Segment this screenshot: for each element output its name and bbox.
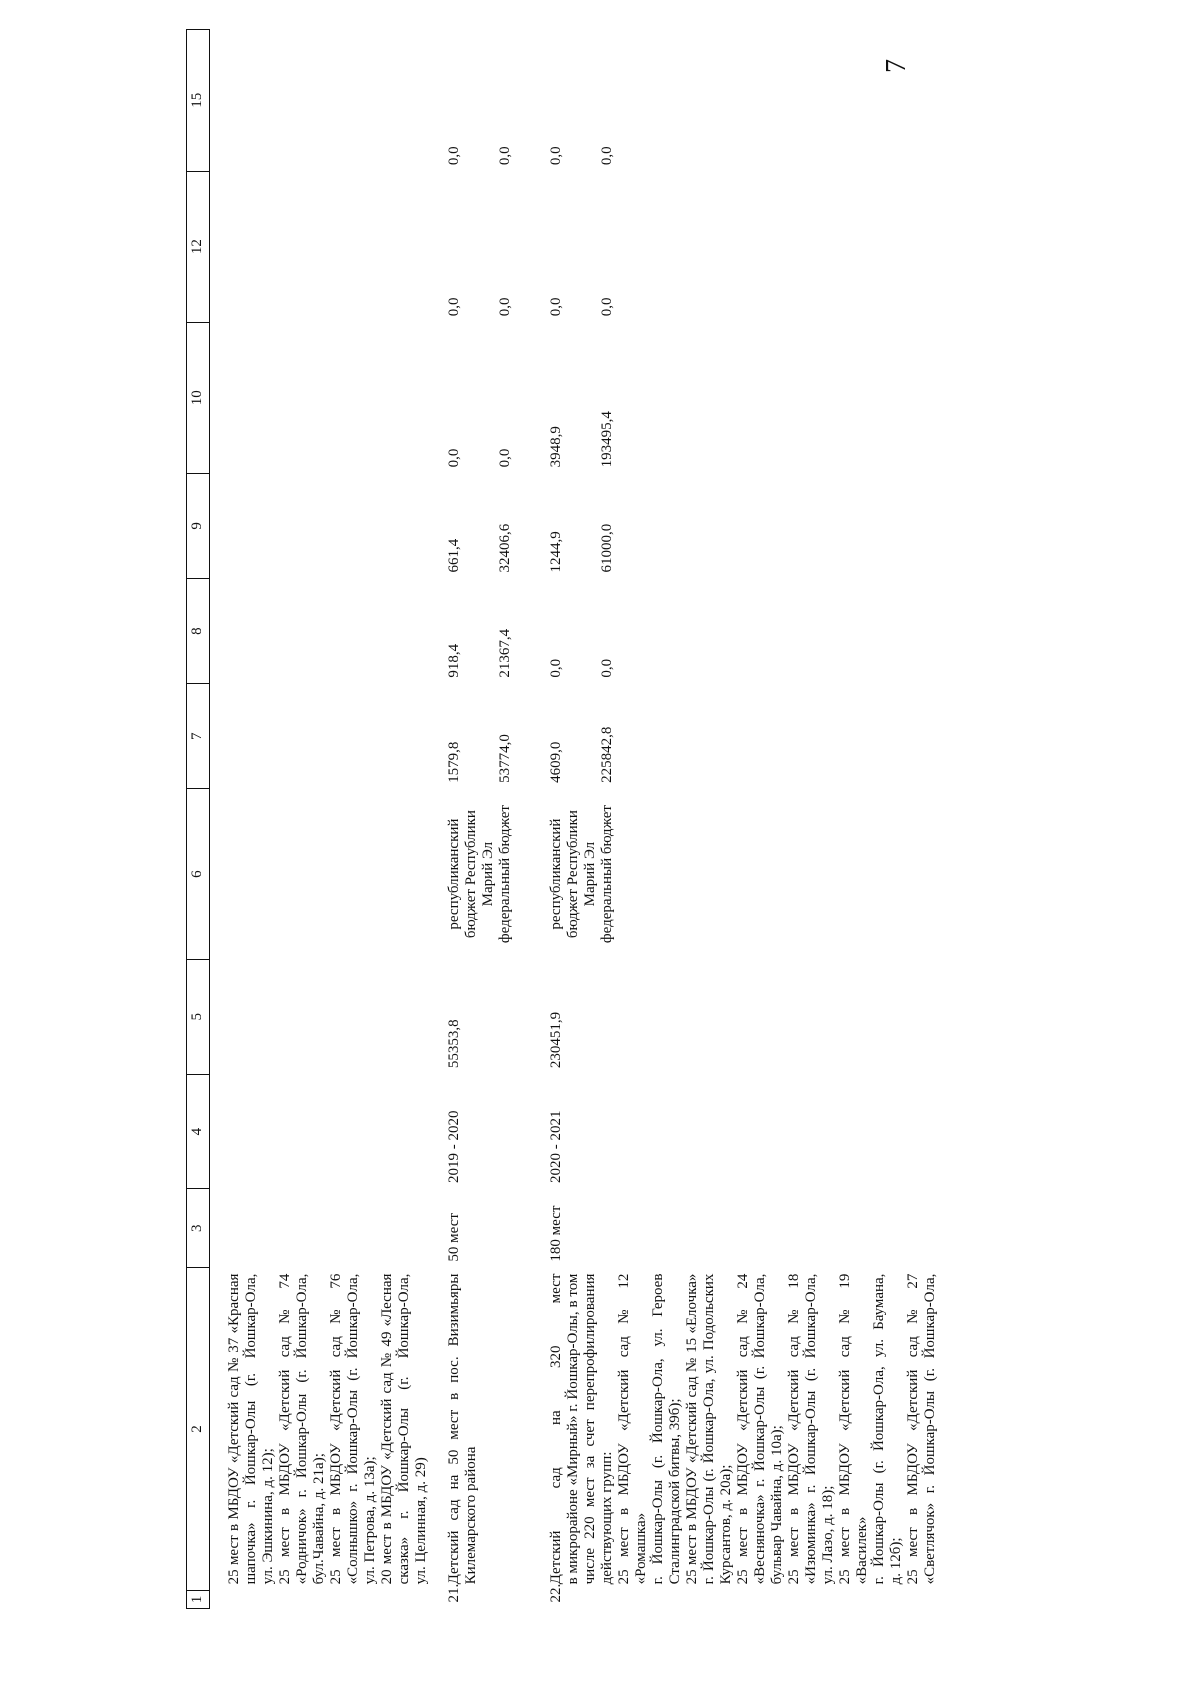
period: 2019 - 2020 <box>446 1110 462 1183</box>
header-col-3: 3 <box>187 1189 210 1268</box>
value: 0,0 <box>599 297 615 317</box>
text-line: г. Йошкар-Олы (г. Йошкар-Ола, ул. Баумана, <box>871 1273 887 1585</box>
text-line: в микрорайоне «Мирный» г. Йошкар-Олы, в том <box>565 1273 581 1585</box>
value-col-12 <box>446 171 548 322</box>
value: 3948,9 <box>548 426 564 468</box>
value-col-9 <box>548 473 939 578</box>
text-line: ул. Лазо, д. 18); <box>820 1485 836 1585</box>
text-line: 25 мест в МБДОУ «Детский сад № 37 «Красная <box>226 1273 242 1585</box>
value: 0,0 <box>548 297 564 317</box>
value: 21367,4 <box>497 628 513 678</box>
header-col-5: 5 <box>187 959 210 1074</box>
row-number: 21. <box>446 1583 462 1603</box>
text-line: действующих групп: <box>599 1451 615 1585</box>
value-col-10 <box>446 322 548 473</box>
value: 0,0 <box>497 297 513 317</box>
table-header-row <box>187 30 210 1609</box>
text-line: д. 12б); <box>888 1537 904 1585</box>
value: 0,0 <box>446 297 462 317</box>
value: 193495,4 <box>599 411 615 468</box>
value: 225842,8 <box>599 726 615 783</box>
text-line: «Изюминка» г. Йошкар-Олы (г. Йошкар-Ола, <box>803 1273 819 1585</box>
value: 4609,0 <box>548 741 564 783</box>
header-col-1: 1 <box>187 1590 210 1608</box>
value: 1579,8 <box>446 741 462 783</box>
value-col-15 <box>446 30 548 172</box>
value-col-7 <box>548 684 939 789</box>
value: 0,0 <box>446 448 462 468</box>
header-col-12: 12 <box>187 171 210 322</box>
value: 0,0 <box>548 658 564 678</box>
value: 0,0 <box>446 146 462 166</box>
value: 0,0 <box>548 146 564 166</box>
text-line: 25 мест в МБДОУ «Детский сад № 76 <box>328 1273 344 1585</box>
value: 918,4 <box>446 643 462 678</box>
text-line: ул. Целинная, д. 29) <box>413 1457 429 1585</box>
text-line: «Родничок» г. Йошкар-Олы (г. Йошкар-Ола, <box>294 1273 310 1585</box>
text-line: Сталинградской битвы, 39б); <box>667 1398 683 1585</box>
text-line: 25 мест в МБДОУ «Детский сад № 18 <box>786 1273 802 1585</box>
source-name: республиканский бюджет Республики Марий Эл <box>446 810 496 939</box>
header-col-8: 8 <box>187 579 210 684</box>
capacity: 50 мест <box>446 1213 462 1262</box>
text-line: 25 мест в МБДОУ «Детский сад № 15 «Елочка» <box>684 1273 700 1585</box>
value: 1244,9 <box>548 531 564 573</box>
value: 61000,0 <box>599 523 615 573</box>
value: 0,0 <box>599 658 615 678</box>
text-line: сказка» г. Йошкар-Олы (г. Йошкар-Ола, <box>396 1273 412 1585</box>
spacer-row <box>430 30 446 1609</box>
text-line: ул. Эшкинина, д. 12); <box>260 1448 276 1585</box>
continuation-text <box>226 1268 430 1591</box>
header-col-10: 10 <box>187 322 210 473</box>
text-line: 25 мест в МБДОУ «Детский сад № 19 «Василек» <box>837 1273 870 1585</box>
source-name: федеральный бюджет <box>599 805 615 944</box>
value: 0,0 <box>497 448 513 468</box>
value: 0,0 <box>599 146 615 166</box>
value-col-7 <box>446 684 548 789</box>
header-col-9: 9 <box>187 473 210 578</box>
text-line: 25 мест в МБДОУ «Детский сад № 24 <box>735 1273 751 1585</box>
value-col-10 <box>548 322 939 473</box>
financing-table <box>186 29 939 1609</box>
value-col-9 <box>446 473 548 578</box>
continuation-row <box>226 30 430 1609</box>
text-line: Детский сад на 50 мест в пос. Визимьяры <box>446 1273 462 1585</box>
page-number: 7 <box>881 59 912 73</box>
header-col-15: 15 <box>187 30 210 172</box>
text-line: г. Йошкар-Олы (г. Йошкар-Ола, ул. Героев <box>650 1273 666 1585</box>
value-col-8 <box>548 579 939 684</box>
source-name: республиканский бюджет Республики Марий Эл <box>548 810 598 939</box>
value-col-15 <box>548 30 939 172</box>
table-row <box>446 30 548 1609</box>
text-line: бульвар Чавайна, д. 10а); <box>769 1425 785 1585</box>
period: 2020 - 2021 <box>548 1110 564 1183</box>
text-line: ул. Петрова, д. 13а); <box>362 1456 378 1585</box>
header-col-6: 6 <box>187 789 210 959</box>
table-row <box>548 30 939 1609</box>
value: 661,4 <box>446 538 462 573</box>
text-line: 20 мест в МБДОУ «Детский сад № 49 «Лесная <box>379 1273 395 1585</box>
funding-sources <box>548 789 939 959</box>
object-name <box>548 1268 939 1591</box>
value: 0,0 <box>497 146 513 166</box>
text-line: Курсантов, д. 20а); <box>718 1464 734 1585</box>
text-line: 25 мест в МБДОУ «Детский сад № 74 <box>277 1273 293 1585</box>
object-name <box>446 1268 548 1591</box>
value: 32406,6 <box>497 523 513 573</box>
cost: 55353,8 <box>446 1019 462 1069</box>
row-number: 22. <box>548 1583 564 1603</box>
funding-sources <box>446 789 548 959</box>
text-line: «Весняночка» г. Йошкар-Олы (г. Йошкар-Ола, <box>752 1273 768 1585</box>
header-col-2: 2 <box>187 1268 210 1591</box>
text-line: бул.Чавайна, д. 21а); <box>311 1453 327 1585</box>
text-line: 25 мест в МБДОУ «Детский сад № 12 «Ромашка» <box>616 1273 649 1585</box>
text-line: Килемарского района <box>463 1446 479 1585</box>
text-line: числе 220 мест за счет перепрофилирования <box>582 1273 598 1585</box>
text-line: 25 мест в МБДОУ «Детский сад № 27 <box>905 1273 921 1585</box>
text-line: г. Йошкар-Олы (г. Йошкар-Ола, ул. Подольских <box>701 1273 717 1585</box>
value: 53774,0 <box>497 734 513 783</box>
header-col-7: 7 <box>187 684 210 789</box>
cost: 230451,9 <box>548 1011 564 1069</box>
source-name: федеральный бюджет <box>497 805 513 944</box>
text-line: «Светлячок» г. Йошкар-Олы (г. Йошкар-Ола, <box>922 1273 938 1585</box>
capacity: 180 мест <box>548 1205 564 1262</box>
spacer-row <box>210 30 227 1609</box>
value-col-8 <box>446 579 548 684</box>
value-col-12 <box>548 171 939 322</box>
text-line: Детский сад на 320 мест <box>548 1273 564 1585</box>
header-col-4: 4 <box>187 1074 210 1189</box>
text-line: «Солнышко» г. Йошкар-Олы (г. Йошкар-Ола, <box>345 1273 361 1585</box>
text-line: шапочка» г. Йошкар-Олы (г. Йошкар-Ола, <box>243 1273 259 1585</box>
